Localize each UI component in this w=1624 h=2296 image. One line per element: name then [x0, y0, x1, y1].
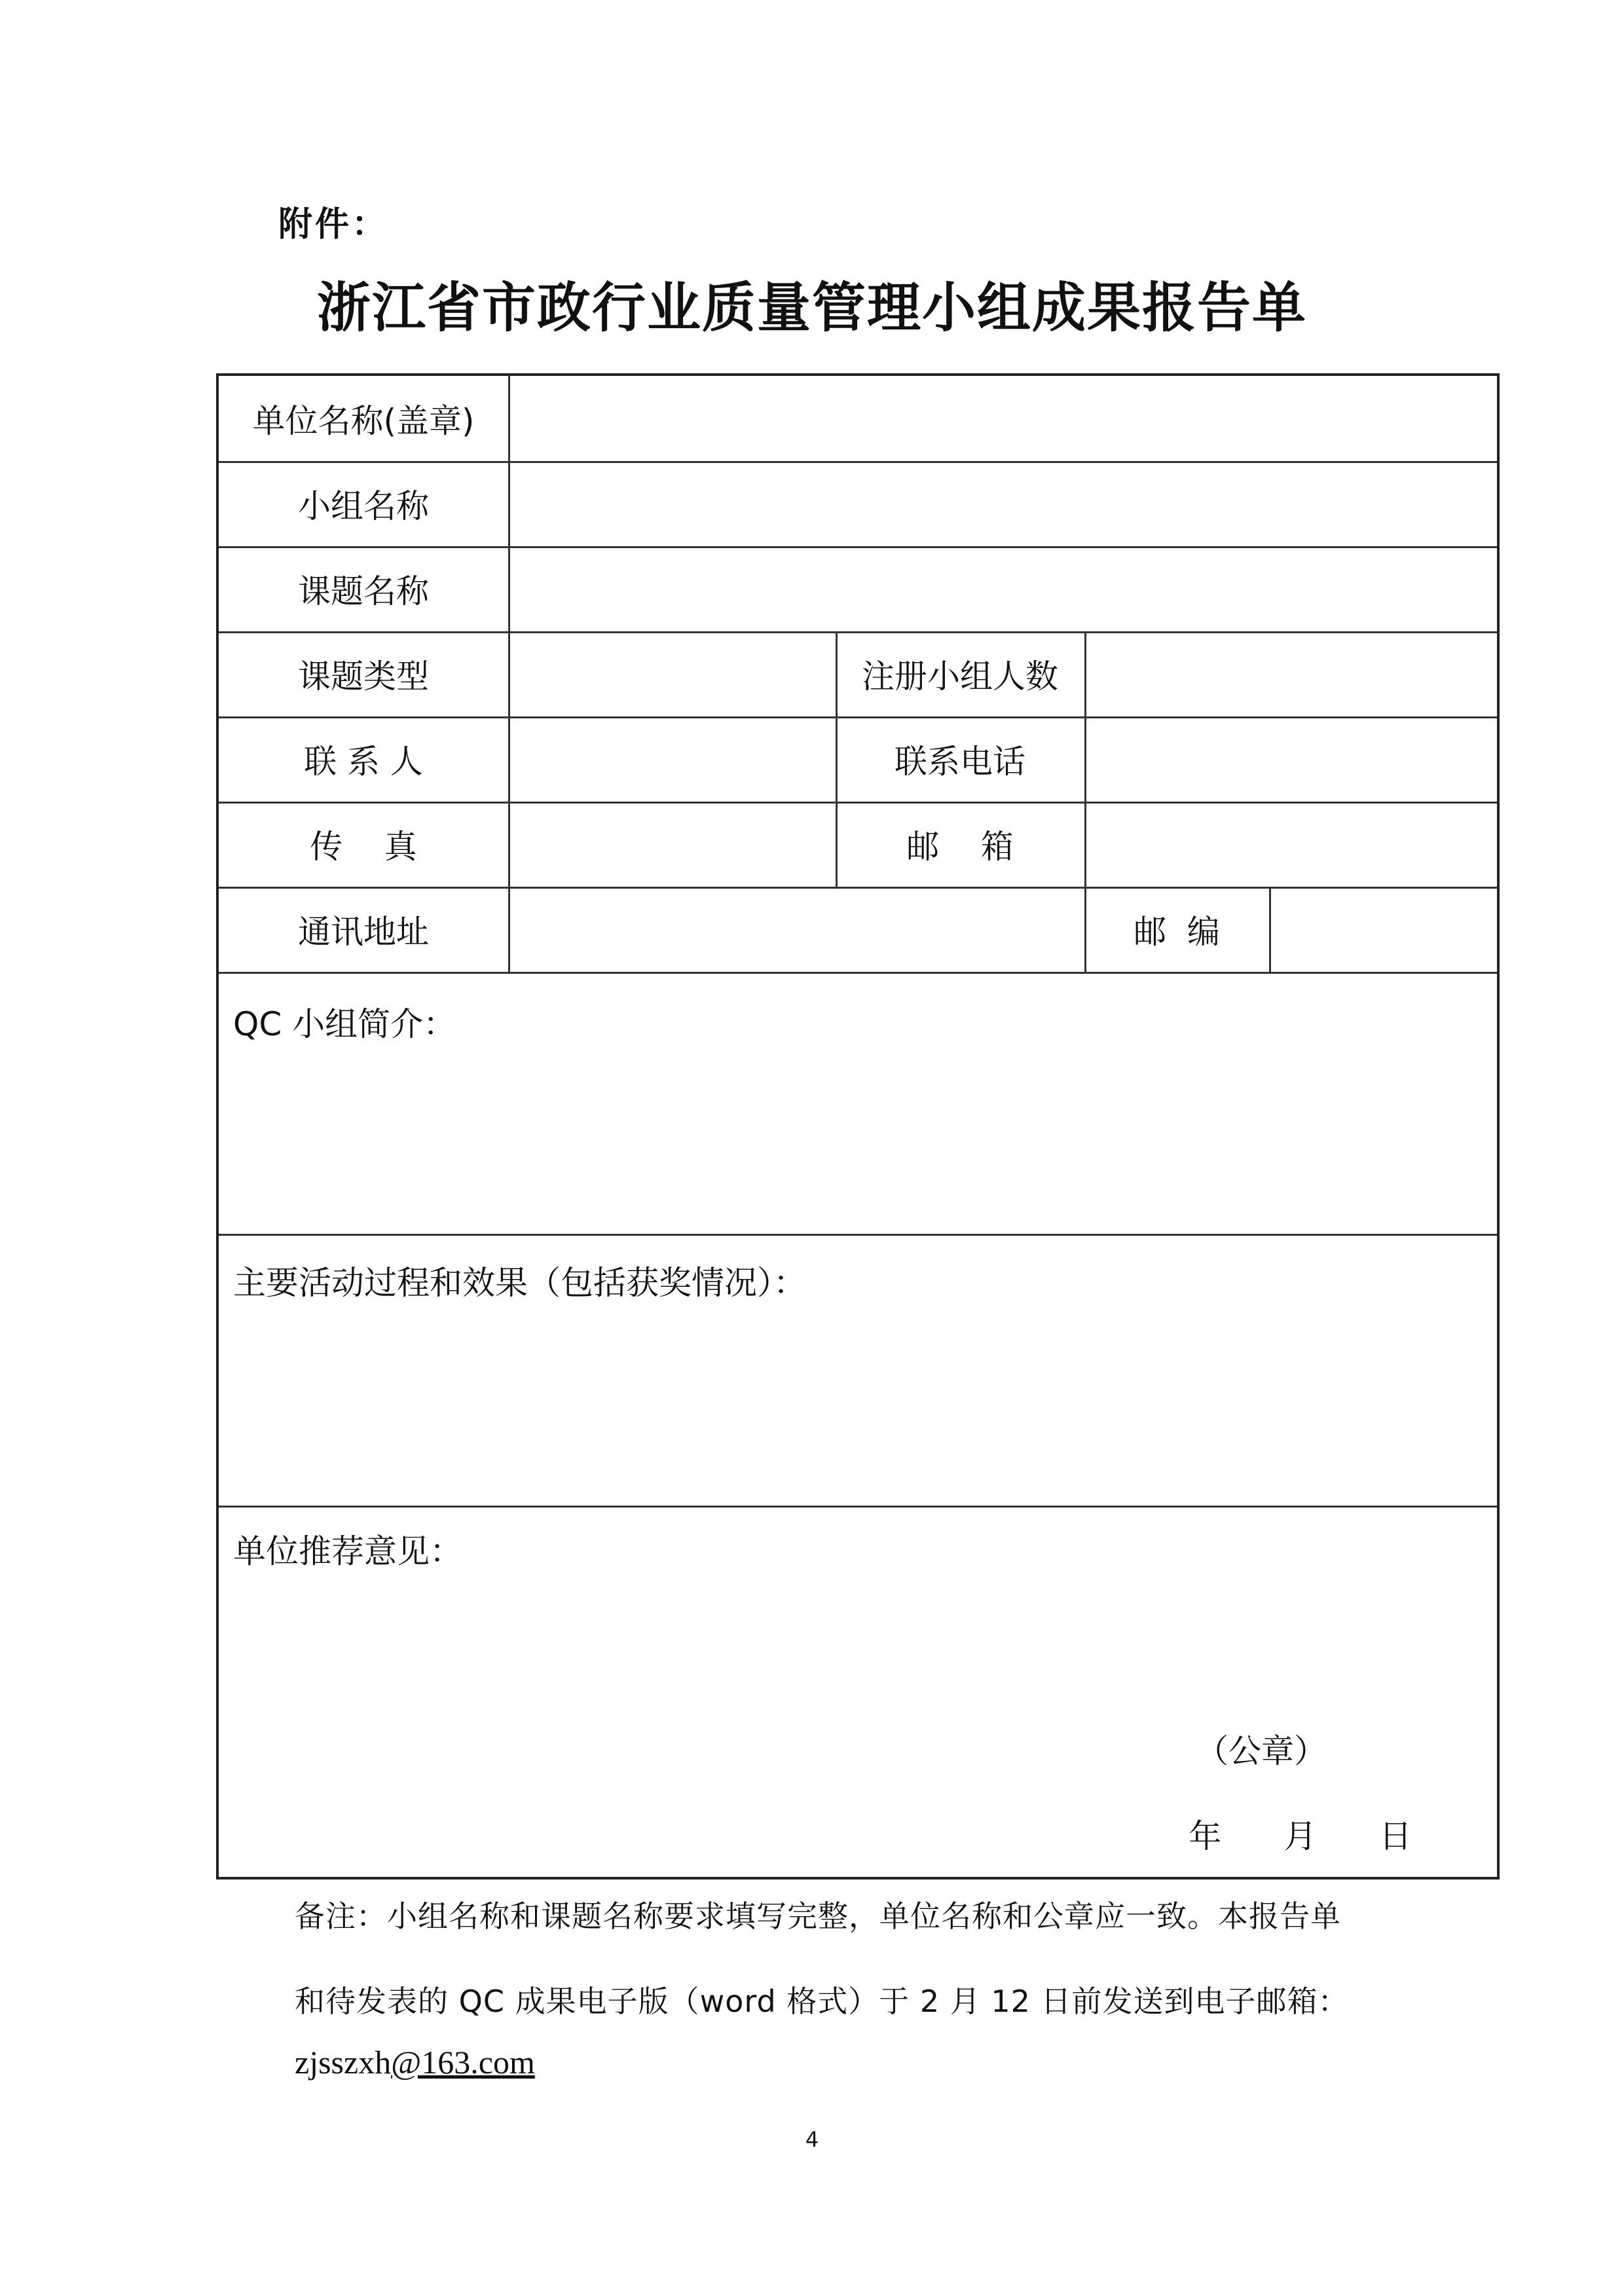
date-label: 年 月 日 [1189, 1817, 1412, 1855]
note-line-2: 和待发表的 QC 成果电子版（word 格式）于 2 月 12 日前发送到电子邮箱： [295, 1984, 1349, 2019]
topic-name-label: 课题名称 [298, 572, 429, 610]
note-line-1: 备注：小组名称和课题名称要求填写完整，单位名称和公章应一致。本报告单 [295, 1898, 1341, 1934]
unit-name-label: 单位名称(盖章) [252, 402, 475, 440]
row-divider [219, 1506, 1497, 1508]
qc-intro-label: QC 小组简介： [233, 1005, 456, 1043]
address-label: 通讯地址 [298, 913, 429, 951]
seal-label: （公章） [1196, 1732, 1327, 1770]
email-address[interactable] [295, 2043, 535, 2081]
topic-type-label: 课题类型 [298, 657, 429, 695]
email-prefix: zjsszxh [295, 2044, 392, 2081]
registered-members-label: 注册小组人数 [862, 657, 1058, 695]
email-domain: @163.com [391, 2044, 535, 2081]
unit-recommendation-label: 单位推荐意见： [233, 1532, 462, 1570]
contact-phone-label: 联系电话 [895, 743, 1025, 781]
contact-person-label: 联 系 人 [304, 743, 423, 781]
row-divider [219, 972, 1497, 974]
group-name-label: 小组名称 [298, 487, 429, 525]
attachment-label: 附件： [278, 205, 389, 244]
fax-label: 传 真 [310, 828, 417, 866]
column-divider [1269, 887, 1271, 972]
page-number: 4 [805, 2127, 819, 2152]
postcode-label: 邮 编 [1134, 913, 1220, 951]
mailbox-label: 邮 箱 [906, 828, 1014, 866]
report-form [216, 373, 1500, 1879]
column-divider [508, 376, 510, 972]
main-activities-label: 主要活动过程和效果（包括获奖情况）： [233, 1264, 806, 1302]
row-divider [219, 1234, 1497, 1236]
document-title: 浙江省市政行业质量管理小组成果报告单 [316, 276, 1307, 339]
